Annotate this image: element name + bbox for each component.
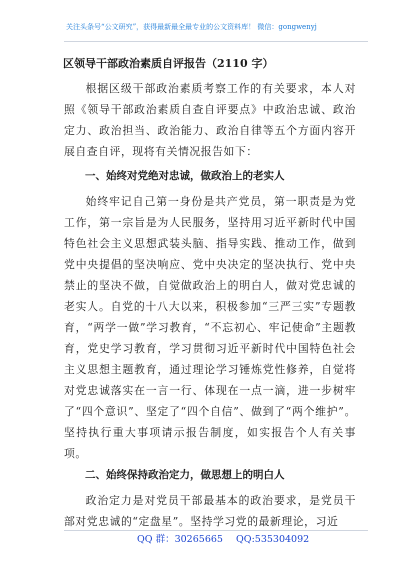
intro-paragraph: 根据区级干部政治素质考察工作的有关要求，本人对照《领导干部政治素质自查自评要点》中政治忠诚、政治定力、政治担当、政治能力、政治自律等五个方面内容开展自查自评，现将有关情况报告如下：	[64, 82, 356, 158]
document-title: 区领导干部政治素质自评报告（2110 字）	[63, 57, 274, 70]
section-body-1: 始终牢记自己第一身份是共产党员，第一职责是为党工作，第一宗旨是为人民服务，坚持用习近平新时代中国特色社会主义思想武装头脑、指导实践、推动工作，做到党中央提倡的坚决响应、党中央决定的坚决执行、党中央禁止的坚决不做，自觉做政治上的明白人，做对党忠诚的老实人。自党的十八大以来，积极参加“三严三实”专题教育，“两学一做”学习教育，“不忘初心、牢记使命”主题教育，党史学习教育，学习贯彻习近平新时代中国特色社会主义思想主题教育，通过理论学习锤炼党性修养，自觉将对党忠诚落实在一言一行、体现在一点一滴，进一步树牢了“四个意识”、坚定了“四个自信”、做到了“两个维护”。坚持执行重大事项请示报告制度，如实报告个人有关事项。	[64, 195, 356, 460]
section-heading-2: 二、始终保持政治定力，做思想上的明白人	[85, 469, 285, 481]
footer-divider	[64, 530, 368, 531]
footer-qq-group: QQ 群：30265665	[137, 534, 223, 545]
section-heading-1: 一、始终对党绝对忠诚，做政治上的老实人	[85, 170, 285, 182]
header-divider	[64, 41, 368, 42]
header-banner: 关注头条号“公文研究”，获得最新最全最专业的公文资料库！ 微信：gongwenyj	[66, 23, 317, 31]
footer-qq-contact: QQ:535304092	[236, 534, 310, 545]
section-body-2: 政治定力是对党员干部最基本的政治要求，是党员干部对党忠诚的“定盘星”。坚持学习党的最新理论，习近	[64, 494, 356, 528]
